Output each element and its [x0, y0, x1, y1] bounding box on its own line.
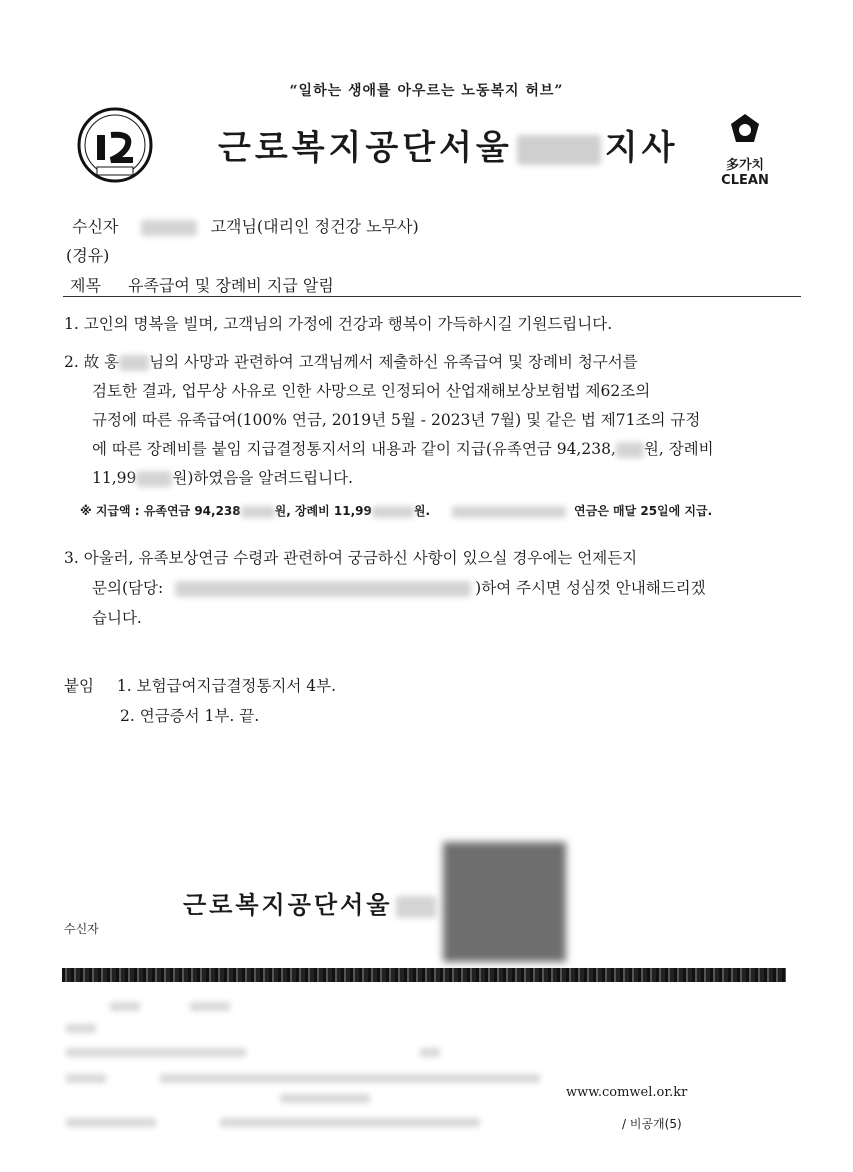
paragraph-3-line-3: 습니다. [92, 609, 142, 627]
redacted-footer [66, 1118, 156, 1127]
paragraph-2-line-4 [92, 435, 714, 464]
note-part-c: 원. [413, 504, 431, 518]
redacted-footer [420, 1048, 440, 1057]
redacted-footer [66, 1048, 246, 1057]
p3-line-2-start: 문의(담당: [92, 579, 164, 597]
clean-logo-text: 多가치 CLEAN [721, 158, 769, 188]
redacted-branch [517, 135, 601, 165]
paragraph-2-line-3: 규정에 따른 유족급여(100% 연금, 2019년 5월 - 2023년 7월) 및 같은 법 제71조의 규정 [92, 411, 701, 429]
subject-label: 제목 [70, 276, 101, 295]
p2-line-4-start: 에 따른 장례비를 붙임 지급결정통지서의 내용과 같이 지급(유족연금 94,238, [92, 440, 616, 458]
clean-emblem-icon [728, 112, 762, 146]
paragraph-2-line-2: 검토한 결과, 업무상 사유로 인한 사망으로 인정되어 산업재해보상보험법 제62조의 [92, 382, 651, 400]
redacted-name [141, 220, 197, 236]
redacted-amount [372, 506, 414, 518]
p2-line-1-start: 2. 故 홍 [64, 353, 120, 371]
attachment-item-2: 2. 연금증서 1부. 끝. [120, 707, 260, 725]
org-title-suffix: 지사 [604, 128, 679, 168]
p3-line-2-end: )하여 주시면 성심껏 안내해드리겠 [475, 579, 706, 597]
redacted-branch [396, 896, 436, 918]
paragraph-2-line-5 [92, 464, 353, 493]
comwel-logo-icon [75, 105, 155, 185]
subject-line [70, 273, 334, 296]
attachments-label: 붙임 [64, 677, 94, 695]
redacted-footer [66, 1074, 106, 1083]
redacted-contact [175, 581, 471, 597]
redacted-name [119, 355, 149, 371]
payment-note [80, 502, 712, 519]
disclosure-marker: / 비공개(5) [622, 1117, 682, 1131]
paragraph-3-line-1: 3. 아울러, 유족보상연금 수령과 관련하여 궁금하신 사항이 있으실 경우에는 언제든지 [64, 549, 638, 567]
redacted-amount [616, 442, 644, 458]
approval-bar [62, 968, 786, 982]
footer-recipient-label: 수신자 [64, 922, 99, 936]
note-part-b: 원, 장례비 11,99 [274, 504, 372, 518]
subject-divider [63, 296, 801, 297]
attachments-line-1 [64, 672, 336, 701]
redacted-text [452, 506, 566, 518]
recipient-label: 수신자 [72, 217, 119, 236]
redacted-footer [280, 1094, 370, 1103]
redacted-amount [136, 471, 172, 487]
recipient-text: 고객님(대리인 정건강 노무사) [210, 217, 419, 236]
redacted-footer [190, 1002, 230, 1011]
redacted-footer [220, 1118, 480, 1127]
redacted-footer [160, 1074, 540, 1083]
p2-line-5-start: 11,99 [92, 469, 137, 487]
subject-text: 유족급여 및 장례비 지급 알림 [128, 276, 334, 295]
paragraph-1: 1. 고인의 명복을 빌며, 고객님의 가정에 건강과 행복이 가득하시길 기원드립니다. [64, 315, 613, 333]
via-line: (경유) [66, 246, 110, 265]
redacted-footer [110, 1002, 140, 1011]
website-url: www.comwel.or.kr [566, 1085, 688, 1100]
note-part-a: ※ 지급액 : 유족연금 94,238 [80, 504, 241, 518]
paragraph-3-line-2 [92, 574, 706, 603]
recipient-line [72, 214, 419, 237]
p2-line-5-end: 원)하였음을 알려드립니다. [172, 469, 353, 487]
clean-logo [700, 112, 790, 187]
redacted-amount [241, 506, 275, 518]
official-seal-redacted [443, 842, 566, 962]
org-title-prefix: 근로복지공단서울 [218, 128, 513, 168]
note-part-d: 연금은 매달 25일에 지급. [574, 504, 713, 518]
signature-name [183, 885, 436, 920]
signature-org: 근로복지공단서울 [183, 890, 393, 919]
slogan: “일하는 생애를 아우르는 노동복지 허브” [289, 83, 564, 99]
p2-line-4-end: 원, 장례비 [643, 440, 714, 458]
p2-line-1-end: 님의 사망과 관련하여 고객님께서 제출하신 유족급여 및 장례비 청구서를 [149, 353, 638, 371]
org-title [218, 120, 678, 169]
redacted-footer [66, 1024, 96, 1033]
attachment-item-1: 1. 보험급여지급결정통지서 4부. [116, 677, 336, 695]
paragraph-2-line-1 [64, 348, 638, 377]
